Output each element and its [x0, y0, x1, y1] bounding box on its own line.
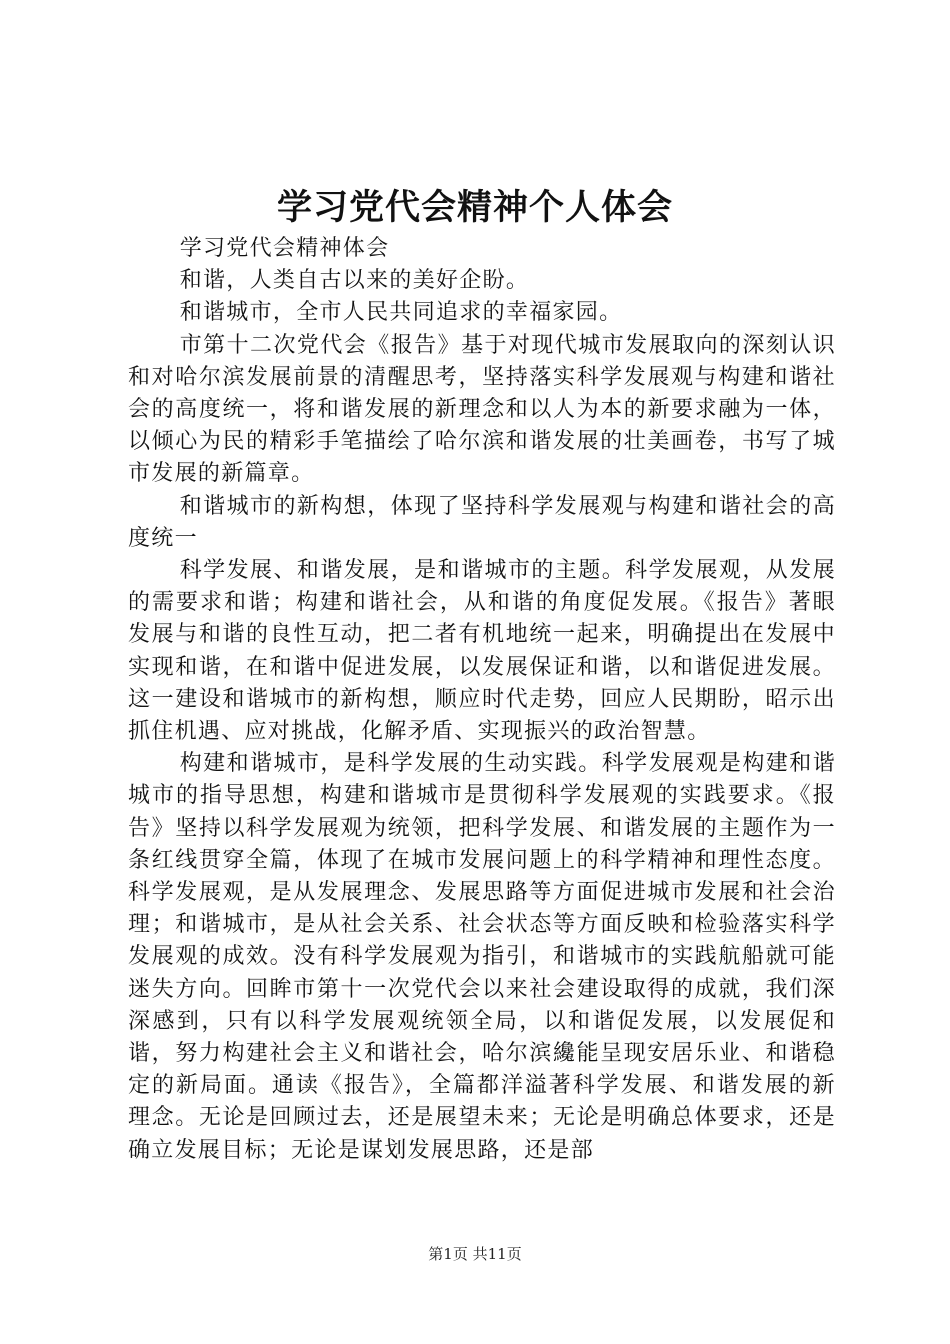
paragraph: 和谐城市，全市人民共同追求的幸福家园。	[179, 300, 623, 326]
paragraph: 和谐城市的新构想，体现了坚持科学发展观与构建和谐社会的高度统一	[128, 493, 836, 551]
paragraph: 和谐，人类自古以来的美好企盼。	[179, 268, 530, 294]
document-body	[128, 233, 836, 1167]
paragraph: 市第十二次党代会《报告》基于对现代城市发展取向的深刻认识和对哈尔滨发展前景的清醒思考，坚持落实科学发展观与构建和谐社会的高度统一，将和谐发展的新理念和以人为本的新要求融为一体，以倾心为民的精彩手笔描绘了哈尔滨和谐发展的壮美画卷，书写了城市发展的新篇章。	[128, 332, 836, 487]
paragraph: 构建和谐城市，是科学发展的生动实践。科学发展观是构建和谐城市的指导思想，构建和谐城市是贯彻科学发展观的实践要求。《报告》坚持以科学发展观为统领，把科学发展、和谐发展的主题作为一条红线贯穿全篇，体现了在城市发展问题上的科学精神和理性态度。科学发展观，是从发展理念、发展思路等方面促进城市发展和社会治理；和谐城市，是从社会关系、社会状态等方面反映和检验落实科学发展观的成效。没有科学发展观为指引，和谐城市的实践航船就可能迷失方向。回眸市第十一次党代会以来社会建设取得的成就，我们深深感到，只有以科学发展观统领全局，以和谐促发展，以发展促和谐，努力构建社会主义和谐社会，哈尔滨纔能呈现安居乐业、和谐稳定的新局面。通读《报告》，全篇都洋溢著科学发展、和谐发展的新理念。无论是回顾过去，还是展望未来；无论是明确总体要求，还是确立发展目标；无论是谋划发展思路，还是部	[128, 751, 836, 1163]
page-number-footer: 第1页 共11页	[428, 1245, 522, 1263]
document-title: 学习党代会精神个人体会	[276, 187, 673, 228]
paragraph: 学习党代会精神体会	[179, 236, 390, 261]
paragraph: 科学发展、和谐发展，是和谐城市的主题。科学发展观，从发展的需要求和谐；构建和谐社会，从和谐的角度促发展。《报告》著眼发展与和谐的良性互动，把二者有机地统一起来，明确提出在发展中实现和谐，在和谐中促进发展，以发展保证和谐，以和谐促进发展。这一建设和谐城市的新构想，顺应时代走势，回应人民期盼，昭示出抓住机遇、应对挑战，化解矛盾、实现振兴的政治智慧。	[128, 558, 836, 745]
